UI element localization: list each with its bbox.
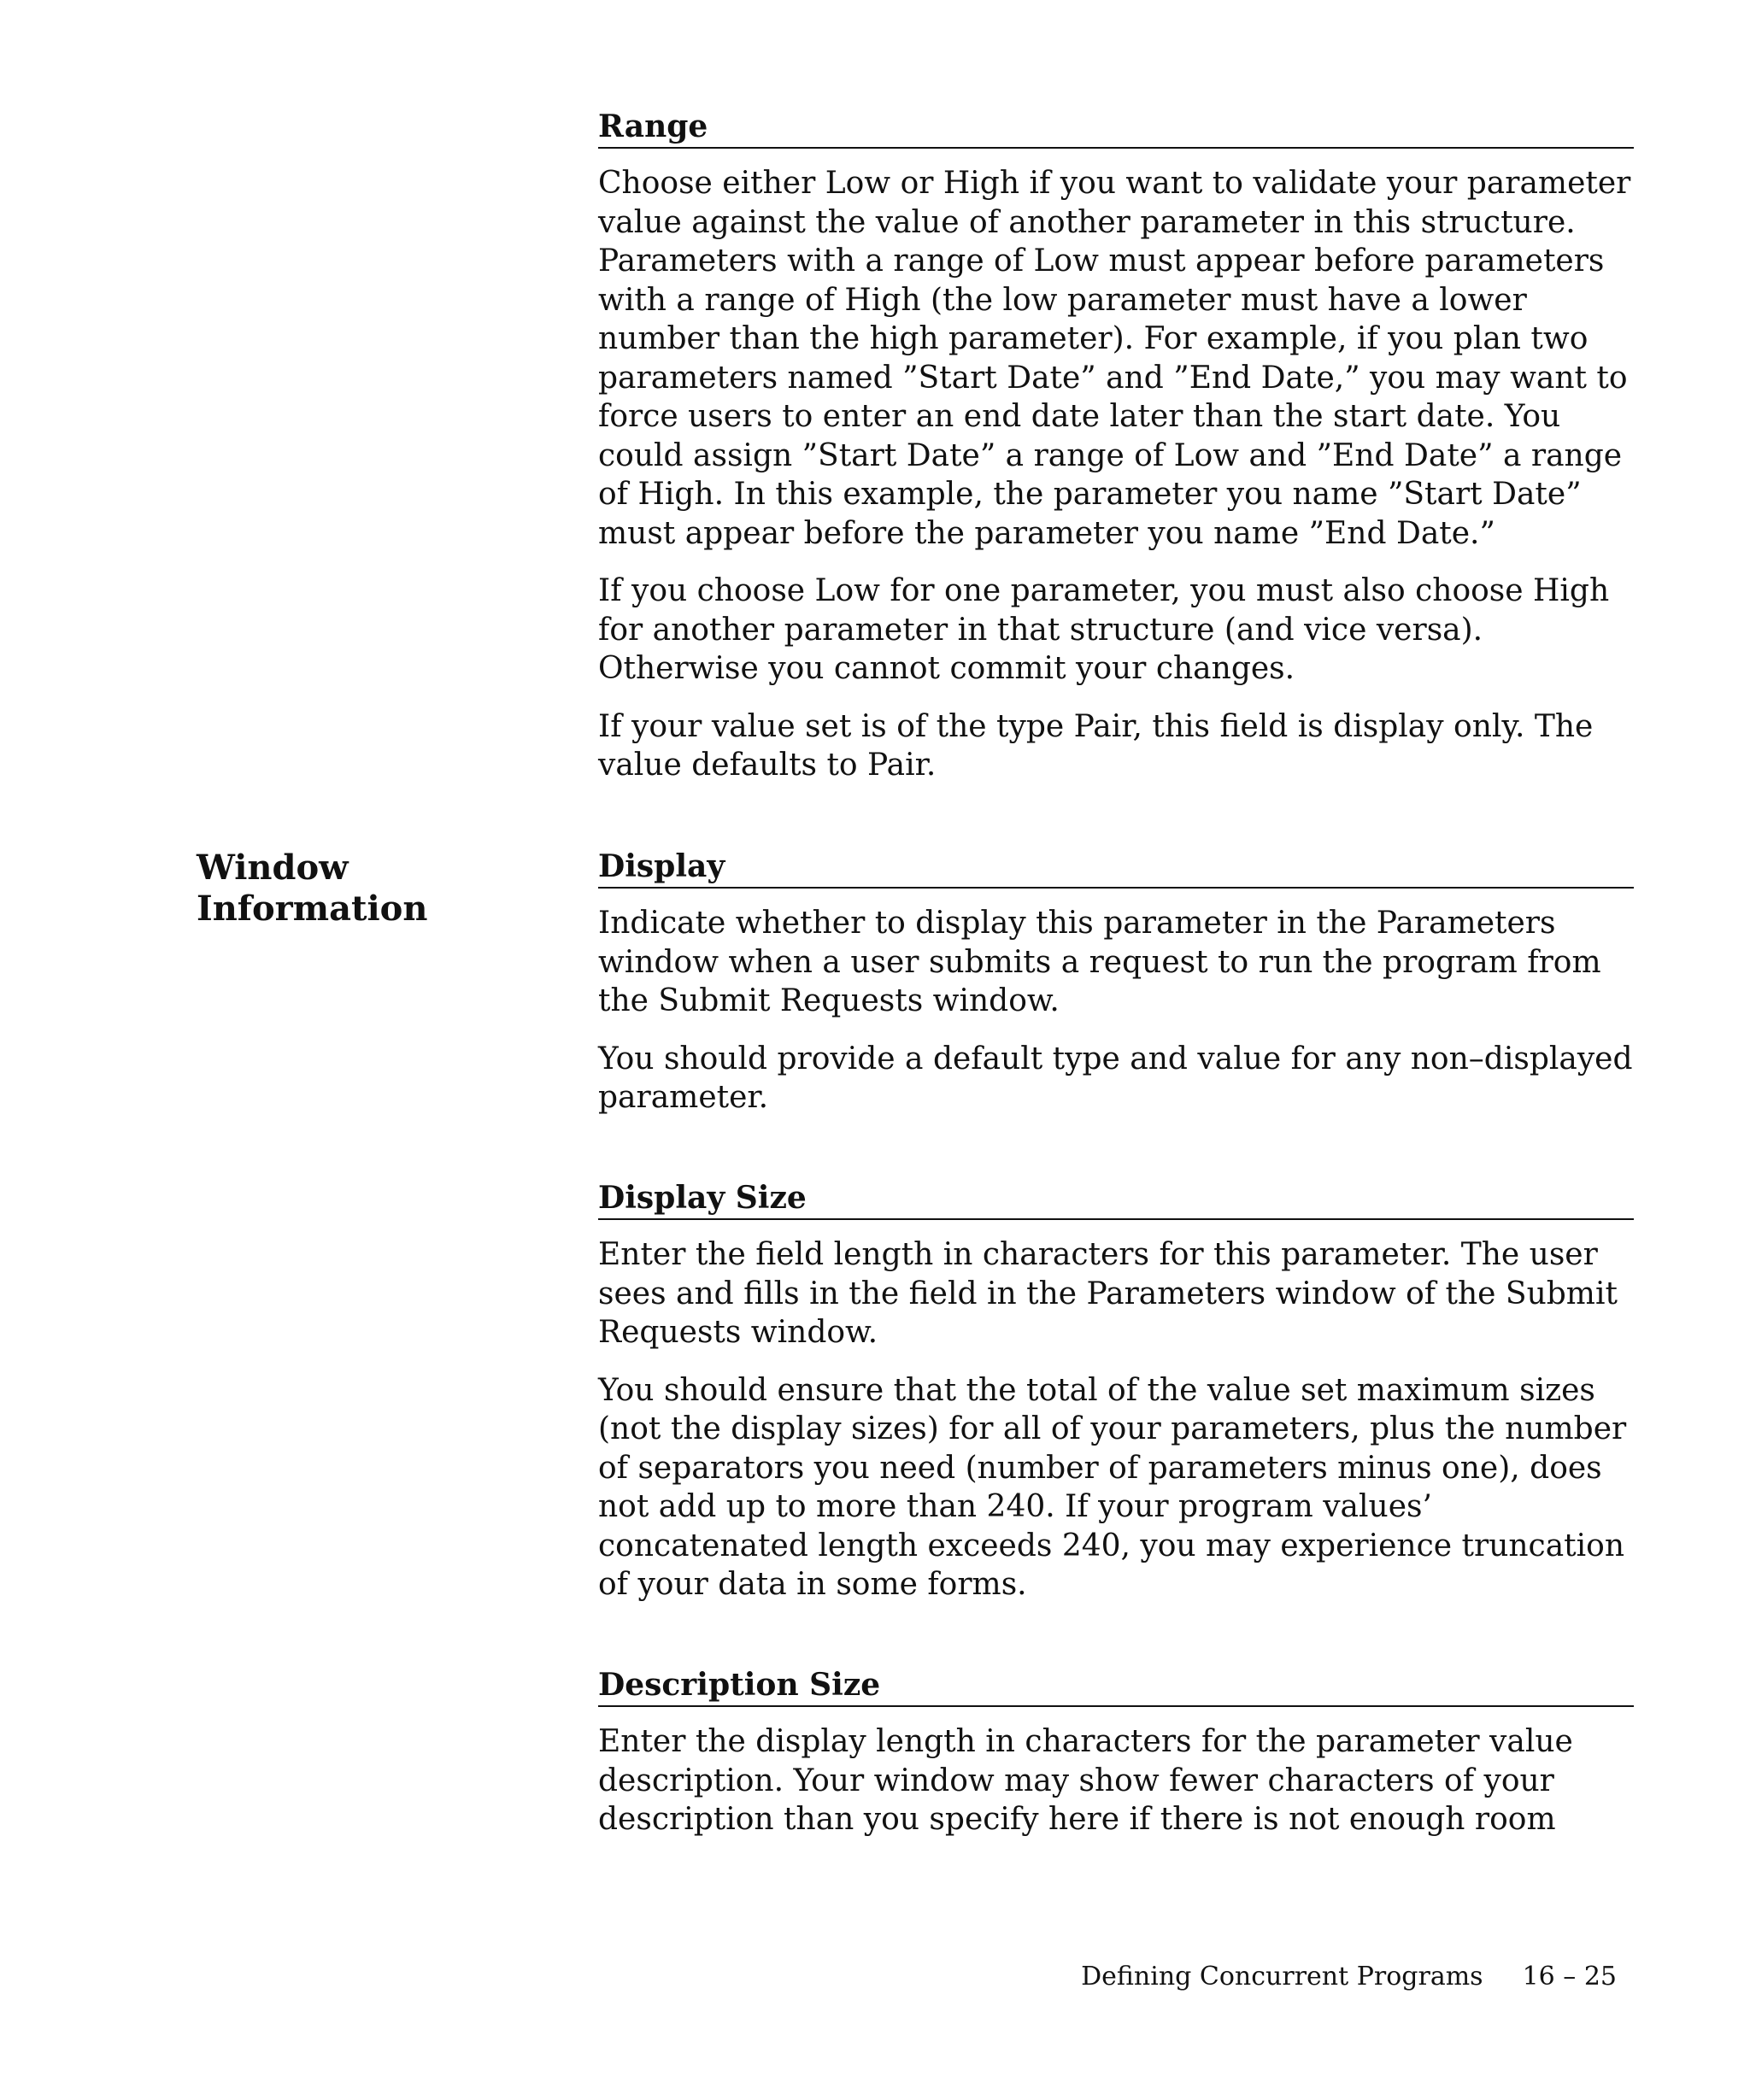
range-paragraph-3: If your value set is of the type Pair, this field is display only. The value defaults to Pair.: [598, 708, 1594, 783]
section-title-display: Display: [598, 848, 1634, 889]
footer-chapter-title: Defining Concurrent Programs: [1081, 1962, 1483, 1991]
range-paragraph-2: If you choose Low for one parameter, you must also choose High for another parameter in that structure (and vice versa). Otherwise you cannot commit your changes.: [598, 573, 1610, 686]
section-description-size: [598, 1666, 1634, 1858]
section-title-display-size: Display Size: [598, 1179, 1634, 1220]
display-paragraph-1: Indicate whether to display this parameter in the Parameters window when a user submits a request to run the program from the Submit Requests window.: [598, 906, 1601, 1018]
section-title-range: Range: [598, 108, 1634, 149]
display-size-paragraph-1: Enter the field length in characters for this parameter. The user sees and fills in the field in the Parameters window of the Submit Requests window.: [598, 1237, 1618, 1350]
section-display: [598, 848, 1634, 1136]
page-footer: [1081, 1962, 1617, 1992]
description-size-paragraph-1: Enter the display length in characters for the parameter value description. Your window may show fewer characters of your description than you specify here if there is not enough room: [598, 1724, 1573, 1837]
section-display-size: [598, 1179, 1634, 1623]
display-size-paragraph-2: You should ensure that the total of the value set maximum sizes (not the display sizes) for all of your parameters, plus the number of separators you need (number of parameters minus one), does not add up to more than 240. If your program values’ concatenated length exceeds 240, you may experience truncation of your data in some forms.: [598, 1372, 1627, 1602]
display-paragraph-2: You should provide a default type and value for any non–displayed parameter.: [598, 1041, 1633, 1115]
range-paragraph-1: Choose either Low or High if you want to validate your parameter value against the value of another parameter in this structure. Parameters with a range of Low must appear before parameters with a range of High (the low parameter must have a lower number than the high parameter). For example, if you plan two parameters named ”Start Date” and ”End Date,” you may want to force users to enter an end date later than the start date. You could assign ”Start Date” a range of Low and ”End Date” a range of High. In this example, the parameter you name ”Start Date” must appear before the parameter you name ”End Date.”: [598, 166, 1631, 551]
footer-page-number: 16 – 25: [1522, 1962, 1617, 1991]
section-range: [598, 108, 1634, 804]
section-title-description-size: Description Size: [598, 1666, 1634, 1707]
side-heading-window-information: Window Information: [197, 848, 428, 929]
